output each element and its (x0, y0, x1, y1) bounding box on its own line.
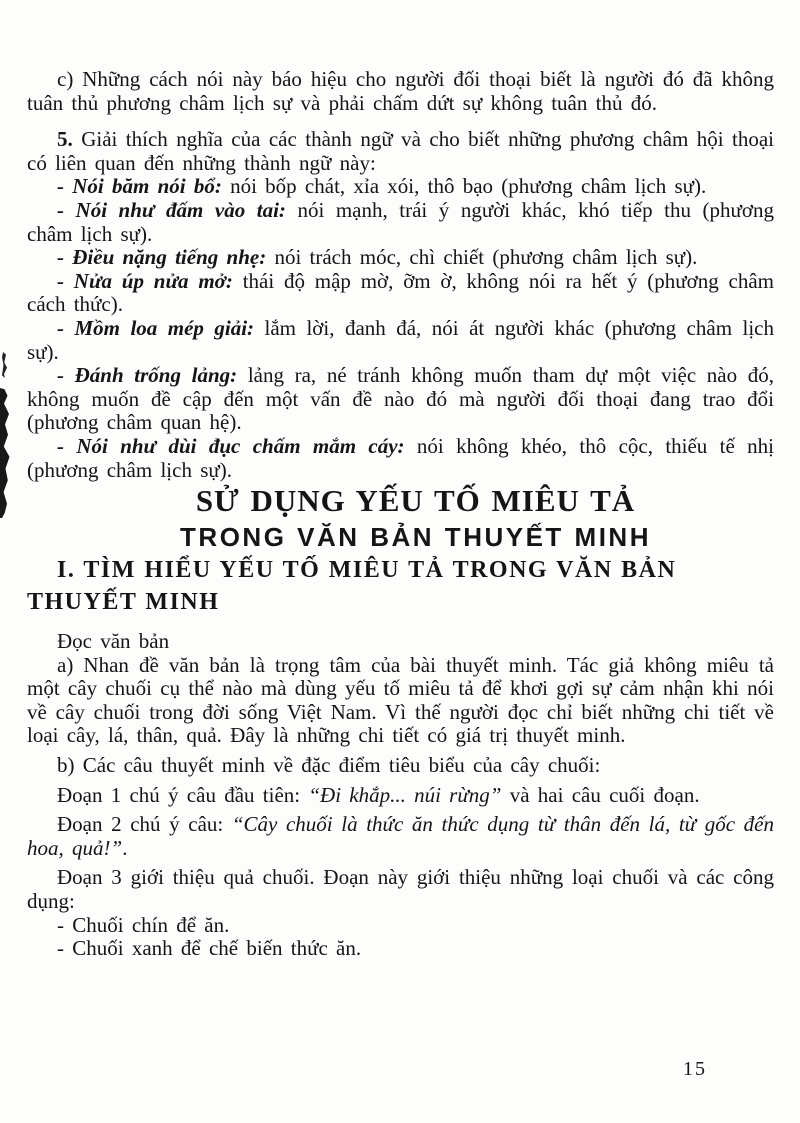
idiom-item (27, 435, 774, 482)
idiom-definition: nói bốp chát, xỉa xói, thô bạo (phương châm lịch sự). (230, 174, 707, 199)
idiom-item (27, 175, 774, 199)
idiom-term: - Nửa úp nửa mở: (57, 268, 233, 293)
doan2-suffix: . (122, 835, 128, 860)
doan1-suffix: và hai câu cuối đoạn. (501, 782, 700, 807)
idiom-term: - Mồm loa mép giải: (57, 315, 255, 340)
idiom-term: - Đánh trống lảng: (57, 363, 238, 388)
exercise-number: 5. (57, 127, 73, 152)
idiom-item (27, 199, 774, 246)
idiom-term: - Nói như đấm vào tai: (57, 197, 286, 222)
doan2-text: Đoạn 2 chú ý câu: (57, 812, 232, 837)
paragraph-doan-2 (27, 813, 774, 860)
paragraph-answer-b: b) Các câu thuyết minh về đặc điểm tiêu biểu của cây chuối: (57, 753, 601, 778)
doan1-text: Đoạn 1 chú ý câu đầu tiên: (57, 782, 309, 807)
exercise-5 (27, 128, 774, 175)
chapter-title-line1: SỬ DỤNG YẾU TỐ MIÊU TẢ (195, 483, 636, 519)
idiom-definition: lảng ra, né tránh không muốn tham dự một việc nào đó, không muốn đề cập đến một vấn đề nào đó mà người đối thoại đang trao đổi (phương châm quan hệ). (27, 363, 775, 435)
page-number: 15 (683, 1058, 707, 1080)
doan1-quote: “Đi khắp... núi rừng” (308, 782, 502, 807)
idiom-item (27, 317, 774, 364)
paragraph-answer-a: a) Nhan đề văn bản là trọng tâm của bài thuyết minh. Tác giả không miêu tả một cây chuối cụ thể nào mà dùng yếu tố miêu tả để khơi gợi sự cảm nhận khi nói về cây chuối trong đời sống Việt Nam. Vì thế người đọc chỉ biết những chi tiết về loại cây, lá, thân, quả. Đây là những chi tiết có giá trị thuyết minh. (27, 652, 774, 748)
idiom-item (27, 246, 774, 270)
idiom-term: - Điều nặng tiếng nhẹ: (57, 245, 267, 270)
section-heading-1: I. TÌM HIỂU YẾU TỐ MIÊU TẢ TRONG VĂN BẢN THUYẾT MINH (27, 557, 677, 616)
paragraph-doan-3: Đoạn 3 giới thiệu quả chuối. Đoạn này giới thiệu những loại chuối và các công dụng: (27, 865, 774, 914)
paragraph-answer-c: c) Những cách nói này báo hiệu cho người đối thoại biết là người đó đã không tuân thủ phương châm lịch sự và phải chấm dứt sự không tuân thủ đó. (27, 67, 774, 115)
exercise-text: Giải thích nghĩa của các thành ngữ và cho biết những phương châm hội thoại có liên quan đến những thành ngữ này: (27, 127, 774, 175)
page-content (27, 68, 774, 961)
read-text-label: Đọc văn bản (57, 629, 170, 654)
binding-scan-artifact (0, 388, 10, 518)
use-item: - Chuối chín để ăn. (57, 912, 230, 937)
use-item: - Chuối xanh để chế biến thức ăn. (57, 936, 362, 961)
idiom-definition: thái độ mập mờ, ỡm ờ, không nói ra hết ý (phương châm cách thức). (27, 268, 775, 317)
idiom-item (27, 364, 774, 435)
idiom-definition: nói không khéo, thô cộc, thiếu tế nhị (phương châm lịch sự). (27, 433, 774, 482)
chapter-title-line2: TRONG VĂN BẢN THUYẾT MINH (180, 522, 651, 553)
idiom-item (27, 270, 774, 317)
paragraph-doan-1 (27, 784, 774, 808)
idiom-definition: lắm lời, đanh đá, nói át người khác (phương châm lịch sự). (27, 315, 774, 364)
idiom-term: - Nói như dùi đục chấm mắm cáy: (57, 433, 405, 458)
idiom-definition: nói mạnh, trái ý người khác, khó tiếp thu (phương châm lịch sự). (27, 197, 774, 246)
idiom-term: - Nói băm nói bổ: (57, 174, 222, 199)
idiom-definition: nói trách móc, chì chiết (phương châm lịch sự). (274, 245, 698, 270)
doan2-quote: “Cây chuối là thức ăn thức dụng từ thân đến lá, từ gốc đến hoa, quả!” (27, 812, 774, 860)
scan-ink-speck (2, 352, 7, 378)
